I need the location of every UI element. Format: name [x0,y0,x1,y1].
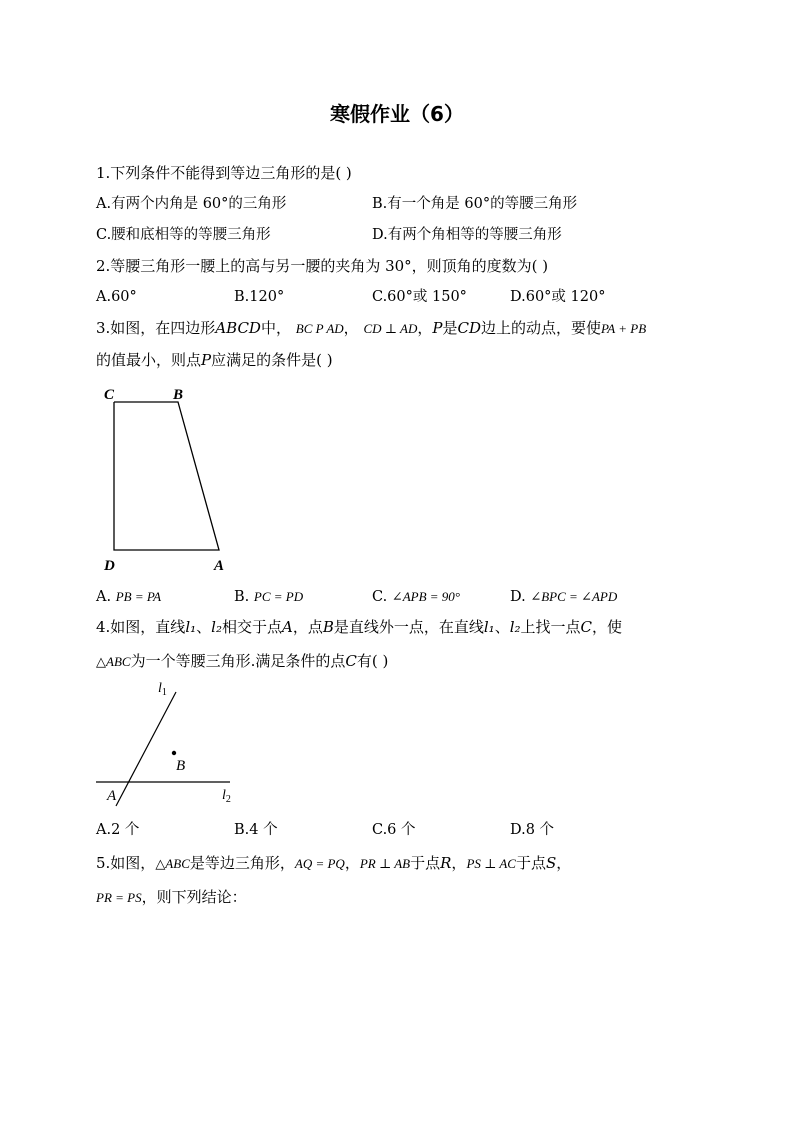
q4-point-b-dot [172,751,176,755]
q5-perp-expr: PR ⊥ AB [359,856,411,871]
q3-figure [90,378,250,578]
q4-point-c: C [580,618,593,636]
q4-line-l1: l₁ [483,618,495,636]
q5-equal-expr: PR = PS [96,890,142,905]
q3-point-p: P [432,319,443,337]
q4-point-a: A [281,618,293,636]
q3-text: ， [343,319,359,337]
q3-sum-expr: PA + PB [601,321,647,336]
q3-option-a[interactable] [96,587,161,607]
q5-text: ， [451,854,467,872]
q4-text: 为一个等腰三角形.满足条件的点 [130,652,346,670]
q4-option-b[interactable]: B.4 个 [234,822,278,838]
q2-option-d[interactable]: D.60°或 120° [510,289,606,305]
q4-point-c: C [345,652,357,670]
q3-text: 边上的动点，要使 [481,319,602,337]
q1-option-c[interactable]: C.腰和底相等的等腰三角形 [96,227,271,243]
q4-triangle-expr: △ABC [96,654,131,669]
q3-label-b: B [173,387,184,403]
q3-stem-line2 [96,350,333,370]
q1-option-b[interactable]: B.有一个角是 60°的等腰三角形 [372,196,578,212]
q4-label-l1-sub: 1 [161,687,167,698]
q5-point-s: S [546,854,557,872]
q3-label-d: D [104,558,115,574]
q4-option-a[interactable]: A.2 个 [96,822,140,838]
q3-option-d[interactable] [510,587,617,607]
q4-label-l2 [222,788,231,805]
q3-point-p: P [201,351,212,369]
q4-text: 、 [494,618,510,636]
q4-line-l2: l₂ [211,618,222,636]
q4-text: 上找一点 [520,618,581,636]
q3-option-expr: PC = PD [253,589,304,604]
q2-option-c[interactable]: C.60°或 150° [372,289,467,305]
q3-label-a: A [214,558,225,574]
q3-option-letter: D. [510,589,526,605]
q5-point-r: R [440,854,452,872]
q4-text: 相交于点 [221,618,282,636]
q4-label-l2-sub: 2 [225,794,231,805]
q4-label-l2-main: l [222,788,226,803]
q3-option-expr: ∠BPC = ∠APD [530,589,618,604]
q3-option-letter: C. [372,589,388,605]
q3-side-cd: CD [457,319,481,337]
q4-text: 有( ) [356,652,389,670]
q3-option-b[interactable] [234,587,303,607]
q3-quadrilateral [114,402,219,550]
q3-text: 应满足的条件是( ) [211,351,333,369]
q3-text: 3.如图，在四边形 [96,319,216,337]
q1-option-a[interactable]: A.有两个内角是 60°的三角形 [96,196,287,212]
q4-stem-line1 [96,617,622,637]
q2-stem: 2.等腰三角形一腰上的高与另一腰的夹角为 30°，则顶角的度数为( ) [96,257,549,275]
q3-option-letter: B. [234,589,250,605]
q3-text: 中， [260,319,291,337]
q3-option-c[interactable] [372,587,460,607]
q3-label-c: C [104,387,115,403]
q3-text: ， [417,319,433,337]
q5-stem-line2 [96,887,247,908]
q5-text: 5.如图， [96,854,156,872]
q4-text: 是直线外一点，在直线 [333,618,484,636]
q3-parallel-expr: BC P AD [295,321,344,336]
q4-line-l2: l₂ [509,618,521,636]
q4-label-a: A [107,788,117,804]
q4-figure [90,678,250,810]
q3-quad-name: ABCD [215,319,261,337]
q4-label-l1-main: l [158,681,162,696]
q3-perp-expr: CD ⊥ AD [363,321,418,336]
q4-label-l1 [158,681,167,698]
q3-stem-line1 [96,318,646,339]
q4-line-l1: l₁ [185,618,197,636]
q4-text: ，点 [292,618,323,636]
q4-line-l1-drawing [116,692,176,806]
q1-stem: 1.下列条件不能得到等边三角形的是( ) [96,164,352,182]
q5-text: 是等边三角形， [189,854,295,872]
q3-option-expr: PB = PA [115,589,162,604]
q5-text: ，则下列结论： [141,888,247,906]
q4-text: ，使 [592,618,623,636]
q4-point-b: B [322,618,334,636]
q3-option-letter: A. [96,589,112,605]
q4-text: 4.如图，直线 [96,618,186,636]
q3-text: 的值最小，则点 [96,351,202,369]
q4-stem-line2 [96,651,388,672]
q5-equal-expr: AQ = PQ [294,856,345,871]
q1-option-d[interactable]: D.有两个角相等的等腰三角形 [372,227,562,243]
q2-option-b[interactable]: B.120° [234,289,285,305]
q5-text: ， [344,854,360,872]
q5-text: ， [556,854,572,872]
q5-perp-expr: PS ⊥ AC [466,856,516,871]
q3-option-expr: ∠APB = 90° [391,589,460,604]
q4-label-b: B [176,758,186,774]
q3-text: 是 [442,319,458,337]
q5-text: 于点 [515,854,546,872]
q4-text: 、 [196,618,212,636]
q5-triangle-expr: △ABC [155,856,190,871]
q5-text: 于点 [410,854,441,872]
q4-option-d[interactable]: D.8 个 [510,822,555,838]
page-title: 寒假作业（6） [330,102,464,126]
q2-option-a[interactable]: A.60° [96,289,137,305]
q4-option-c[interactable]: C.6 个 [372,822,416,838]
q5-stem-line1 [96,853,571,874]
